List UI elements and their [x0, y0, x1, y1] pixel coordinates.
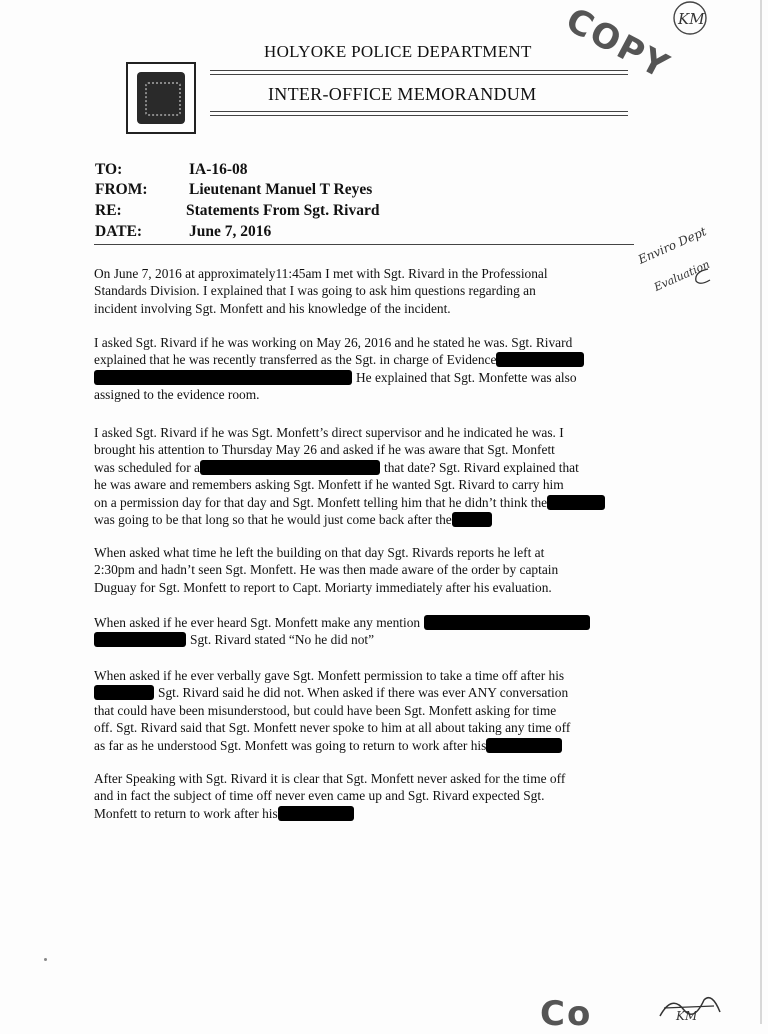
redaction-bar	[94, 685, 154, 700]
redaction-bar	[547, 495, 605, 510]
paragraph-2	[94, 334, 654, 404]
paragraph-5	[94, 614, 654, 649]
re-label: RE:	[95, 202, 122, 219]
letterhead-rule	[210, 70, 628, 71]
date-value: June 7, 2016	[189, 223, 272, 240]
police-seal-icon	[126, 62, 196, 134]
re-value: Statements From Sgt. Rivard	[186, 202, 380, 219]
letterhead-rule	[210, 111, 628, 112]
text-line: incident involving Sgt. Monfett and his knowledge of the incident.	[94, 300, 451, 316]
text-line: Sgt. Rivard stated “No he did not”	[94, 631, 654, 648]
redaction-bar	[200, 460, 380, 475]
text-line: Standards Division. I explained that I was going to ask him questions regarding an	[94, 283, 536, 299]
text-line: Duguay for Sgt. Monfett to report to Capt. Moriarty immediately after his evaluation.	[94, 579, 552, 595]
redaction-bar	[94, 370, 352, 385]
text-line: 2:30pm and hadn’t seen Sgt. Monfett. He was then made aware of the order by captain	[94, 562, 559, 578]
svg-text:KM: KM	[676, 1009, 698, 1023]
text-line: When asked what time he left the building on that day Sgt. Rivards reports he left at	[94, 545, 545, 560]
handwritten-note: Enviro Dept	[636, 224, 709, 267]
redaction-bar	[424, 615, 590, 630]
initials-mark	[664, 0, 716, 52]
paragraph-7	[94, 770, 654, 822]
from-label: FROM:	[95, 181, 148, 198]
to-value: IA-16-08	[189, 161, 248, 178]
handwritten-note: Evaluation	[652, 257, 712, 294]
paragraph-6	[94, 667, 654, 754]
copy-stamp-bottom: Co	[540, 994, 593, 1034]
text-line: on a permission day for that day and Sgt. Monfett telling him that he didn’t think the	[94, 494, 654, 511]
paragraph-4	[94, 544, 654, 596]
redaction-bar	[94, 632, 186, 647]
text-line: Sgt. Rivard said he did not. When asked if there was ever ANY conversation	[94, 684, 654, 701]
signature-mark	[654, 990, 726, 1024]
redaction-bar	[496, 352, 584, 367]
page-edge	[760, 0, 762, 1024]
text-line: was going to be that long so that he would just come back after the	[94, 511, 654, 528]
memo-title: INTER-OFFICE MEMORANDUM	[268, 84, 537, 104]
text-line: assigned to the evidence room.	[94, 387, 260, 403]
letterhead-rule	[210, 74, 628, 75]
text-line: explained that he was recently transferred as the Sgt. in charge of Evidence	[94, 351, 654, 368]
text-line: he was aware and remembers asking Sgt. Monfett if he wanted Sgt. Rivard to carry him	[94, 477, 564, 493]
text-line: brought his attention to Thursday May 26 and asked if he was aware that Sgt. Monfett	[94, 442, 555, 458]
to-label: TO:	[95, 161, 123, 178]
svg-text:KM: KM	[678, 10, 705, 28]
text-line: off. Sgt. Rivard said that Sgt. Monfett never spoke to him at all about taking any time off	[94, 720, 571, 736]
scan-speck	[44, 958, 47, 961]
text-line: On June 7, 2016 at approximately11:45am I met with Sgt. Rivard in the Professional	[94, 266, 548, 281]
text-line: as far as he understood Sgt. Monfett was going to return to work after his	[94, 737, 654, 754]
text-line: I asked Sgt. Rivard if he was working on May 26, 2016 and he stated he was. Sgt. Rivard	[94, 335, 573, 350]
text-line: After Speaking with Sgt. Rivard it is clear that Sgt. Monfett never asked for the time off	[94, 771, 566, 786]
paragraph-1	[94, 265, 654, 317]
from-value: Lieutenant Manuel T Reyes	[189, 181, 373, 198]
paragraph-3	[94, 424, 654, 528]
text-line: I asked Sgt. Rivard if he was Sgt. Monfett’s direct supervisor and he indicated he was. I	[94, 425, 564, 440]
date-label: DATE:	[95, 223, 143, 240]
redaction-bar	[486, 738, 562, 753]
department-name: HOLYOKE POLICE DEPARTMENT	[264, 42, 532, 61]
text-line: When asked if he ever heard Sgt. Monfett make any mention	[94, 614, 654, 631]
text-line: that could have been misunderstood, but could have been Sgt. Monfett asking for time	[94, 702, 557, 718]
redaction-bar	[278, 806, 354, 821]
text-line: When asked if he ever verbally gave Sgt. Monfett permission to take a time off after his	[94, 668, 565, 683]
header-divider	[94, 244, 634, 245]
redaction-bar	[452, 512, 492, 527]
copy-stamp: COPY	[559, 0, 677, 88]
text-line: Monfett to return to work after his	[94, 805, 654, 822]
letterhead-rule	[210, 115, 628, 116]
handwritten-check-mark	[688, 266, 714, 288]
text-line: and in fact the subject of time off never even came up and Sgt. Rivard expected Sgt.	[94, 788, 545, 804]
text-line: He explained that Sgt. Monfette was also	[94, 369, 654, 386]
text-line: was scheduled for a that date? Sgt. Rivard explained that	[94, 459, 579, 475]
